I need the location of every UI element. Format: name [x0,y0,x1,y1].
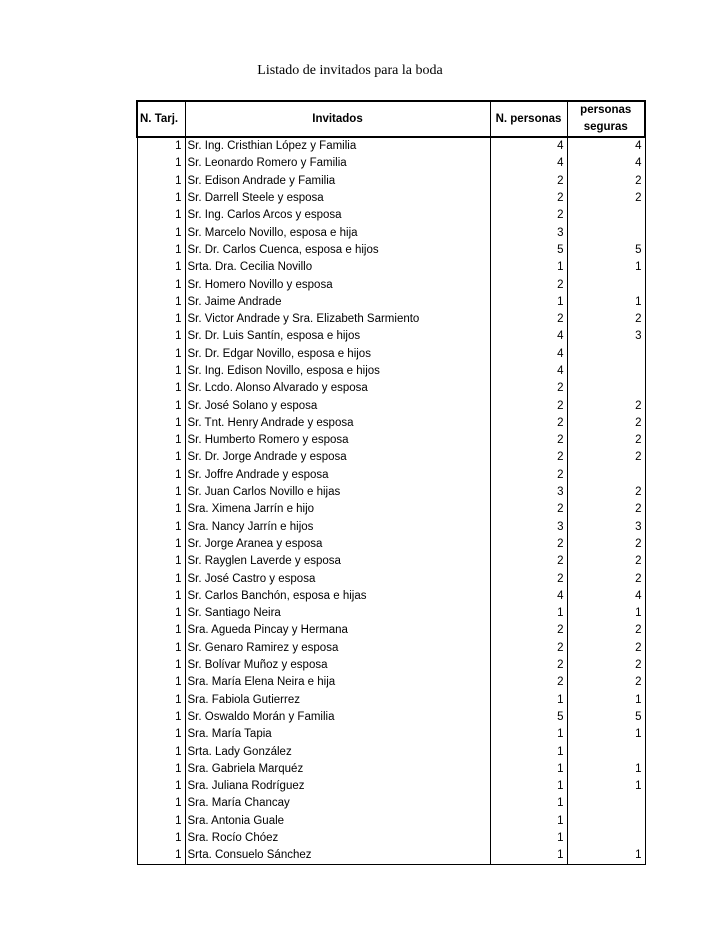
table-row [137,276,645,293]
persons-cell: 2 [490,622,567,639]
table-row [137,830,645,847]
card-number-cell: 1 [137,553,185,570]
header-persons: N. personas [490,101,567,137]
table-row [137,467,645,484]
guest-name-cell: Sr. Homero Novillo y esposa [187,278,333,291]
table-row [137,743,645,760]
card-number-cell: 1 [137,743,185,760]
persons-cell: 1 [490,726,567,743]
guest-name-cell: Sra. Ximena Jarrín e hijo [187,503,315,516]
confirmed-cell: 2 [567,311,645,328]
table-row [137,692,645,709]
confirmed-cell [567,743,645,760]
confirmed-cell: 2 [567,536,645,553]
table-row [137,294,645,311]
confirmed-cell: 1 [567,761,645,778]
table-row [137,380,645,397]
confirmed-cell [567,346,645,363]
card-number-cell: 1 [137,847,185,865]
guest-name-cell: Sr. Genaro Ramirez y esposa [187,641,339,654]
confirmed-cell: 2 [567,570,645,587]
guest-name-cell: Sr. Dr. Luis Santín, esposa e hijos [187,330,361,343]
confirmed-cell: 3 [567,519,645,536]
confirmed-cell: 5 [567,709,645,726]
confirmed-cell: 2 [567,674,645,691]
table-row [137,519,645,536]
header-confirmed-line1: personas [580,104,632,116]
card-number-cell: 1 [137,242,185,259]
guest-name-cell: Sr. Juan Carlos Novillo e hijas [187,486,341,499]
table-row [137,311,645,328]
confirmed-cell: 1 [567,259,645,276]
table-row [137,207,645,224]
card-number-cell: 1 [137,588,185,605]
table-row [137,242,645,259]
persons-cell: 2 [490,311,567,328]
guest-name-cell: Sr. Victor Andrade y Sra. Elizabeth Sarmiento [187,313,420,326]
confirmed-cell: 4 [567,155,645,172]
guest-name-cell: Sr. Dr. Edgar Novillo, esposa e hijos [187,347,371,360]
table-row [137,190,645,207]
persons-cell: 1 [490,692,567,709]
persons-cell: 1 [490,294,567,311]
guest-name-cell: Sra. Nancy Jarrín e hijos [187,520,314,533]
confirmed-cell: 2 [567,553,645,570]
table-row [137,813,645,830]
header-row [137,101,645,137]
card-number-cell: 1 [137,657,185,674]
table-row [137,795,645,812]
persons-cell: 1 [490,847,567,865]
card-number-cell: 1 [137,415,185,432]
table-row [137,224,645,241]
confirmed-cell: 2 [567,501,645,518]
guest-name-cell: Srta. Dra. Cecilia Novillo [187,261,313,274]
guest-name-cell: Sra. María Elena Neira e hija [187,676,336,689]
persons-cell: 1 [490,259,567,276]
guest-name-cell: Sr. Marcelo Novillo, esposa e hija [187,226,358,239]
confirmed-cell [567,363,645,380]
guest-name-cell: Sr. Santiago Neira [187,607,281,620]
persons-cell: 1 [490,795,567,812]
confirmed-cell: 2 [567,622,645,639]
guest-name-cell: Sr. Tnt. Henry Andrade y esposa [187,416,354,429]
guest-name-cell: Sr. Humberto Romero y esposa [187,434,349,447]
guest-name-cell: Sr. Joffre Andrade y esposa [187,468,329,481]
table-row [137,622,645,639]
guest-name-cell: Sr. Ing. Edison Novillo, esposa e hijos [187,365,380,377]
guest-name-cell: Sr. Lcdo. Alonso Alvarado y esposa [187,382,368,395]
card-number-cell: 1 [137,813,185,830]
card-number-cell: 1 [137,259,185,276]
persons-cell: 2 [490,432,567,449]
page-title: Listado de invitados para la boda [257,63,443,78]
persons-cell: 2 [490,501,567,518]
persons-cell: 4 [490,155,567,172]
persons-cell: 1 [490,605,567,622]
persons-cell: 2 [490,467,567,484]
table-row [137,536,645,553]
persons-cell: 1 [490,778,567,795]
confirmed-cell: 2 [567,432,645,449]
card-number-cell: 1 [137,640,185,657]
table-row [137,605,645,622]
confirmed-cell: 2 [567,415,645,432]
table-row [137,259,645,276]
card-number-cell: 1 [137,795,185,812]
table-row [137,847,645,865]
guest-name-cell: Sr. Oswaldo Morán y Familia [187,710,335,723]
confirmed-cell [567,207,645,224]
card-number-cell: 1 [137,709,185,726]
confirmed-cell: 2 [567,484,645,501]
persons-cell: 2 [490,190,567,207]
card-number-cell: 1 [137,692,185,709]
confirmed-cell [567,380,645,397]
confirmed-cell: 1 [567,605,645,622]
table-row [137,328,645,345]
card-number-cell: 1 [137,467,185,484]
table-row [137,553,645,570]
guest-name-cell: Sr. Bolívar Muñoz y esposa [187,659,328,672]
table-row [137,657,645,674]
persons-cell: 1 [490,761,567,778]
card-number-cell: 1 [137,674,185,691]
guest-list-table [136,100,646,865]
table-row [137,726,645,743]
table-row [137,137,645,155]
guest-name-cell: Sra. Rocío Chóez [187,832,279,845]
confirmed-cell: 1 [567,726,645,743]
guest-name-cell: Srta. Lady González [187,745,292,758]
card-number-cell: 1 [137,346,185,363]
confirmed-cell [567,276,645,293]
persons-cell: 2 [490,173,567,190]
guest-name-cell: Sra. Juliana Rodríguez [187,780,305,793]
guest-name-cell: Sra. Agueda Pincay y Hermana [187,624,348,637]
guest-name-cell: Sr. Dr. Carlos Cuenca, esposa e hijos [187,243,379,256]
confirmed-cell: 4 [567,588,645,605]
confirmed-cell [567,795,645,812]
confirmed-cell: 2 [567,657,645,674]
table-row [137,501,645,518]
table-row [137,397,645,414]
persons-cell: 3 [490,484,567,501]
card-number-cell: 1 [137,605,185,622]
persons-cell: 2 [490,449,567,466]
card-number-cell: 1 [137,276,185,293]
guest-name-cell: Sr. Ing. Carlos Arcos y esposa [187,209,342,222]
guest-name-cell: Sr. Carlos Banchón, esposa e hijas [187,589,367,602]
card-number-cell: 1 [137,519,185,536]
persons-cell: 1 [490,830,567,847]
persons-cell: 2 [490,536,567,553]
guest-name-cell: Srta. Consuelo Sánchez [185,847,490,865]
table-row [137,640,645,657]
persons-cell: 3 [490,224,567,241]
card-number-cell: 1 [137,536,185,553]
persons-cell: 2 [490,207,567,224]
guest-name-cell: Sr. Ing. Cristhian López y Familia [187,140,357,153]
persons-cell: 5 [490,709,567,726]
persons-cell: 3 [490,519,567,536]
confirmed-cell: 1 [567,294,645,311]
guest-rows [137,137,645,865]
card-number-cell: 1 [137,432,185,449]
card-number-cell: 1 [137,328,185,345]
confirmed-cell: 5 [567,242,645,259]
guest-name-cell: Sra. Fabiola Gutierrez [187,693,300,706]
persons-cell: 4 [490,137,567,155]
table-row [137,709,645,726]
guest-name-cell: Sr. José Castro y esposa [187,572,316,585]
table-row [137,449,645,466]
confirmed-cell: 1 [567,847,645,865]
confirmed-cell: 3 [567,328,645,345]
table-row [137,363,645,380]
persons-cell: 4 [490,346,567,363]
persons-cell: 2 [490,397,567,414]
persons-cell: 4 [490,363,567,380]
card-number-cell: 1 [137,570,185,587]
table-row [137,432,645,449]
confirmed-cell [567,813,645,830]
persons-cell: 2 [490,570,567,587]
card-number-cell: 1 [137,363,185,380]
guest-name-cell: Sr. Dr. Jorge Andrade y esposa [187,451,347,464]
table-row [137,415,645,432]
card-number-cell: 1 [137,155,185,172]
card-number-cell: 1 [137,190,185,207]
table-row [137,346,645,363]
card-number-cell: 1 [137,761,185,778]
guest-name-cell: Sr. Edison Andrade y Familia [187,174,336,187]
guest-name-cell: Sra. María Chancay [187,797,290,810]
persons-cell: 2 [490,674,567,691]
confirmed-cell: 2 [567,190,645,207]
table-row [137,674,645,691]
persons-cell: 2 [490,657,567,674]
persons-cell: 2 [490,640,567,657]
table-row [137,484,645,501]
guest-name-cell: Sra. María Tapia [187,728,272,741]
card-number-cell: 1 [137,173,185,190]
persons-cell: 4 [490,588,567,605]
table-row [137,155,645,172]
card-number-cell: 1 [137,380,185,397]
guest-name-cell: Sra. Antonia Guale [187,814,285,827]
card-number-cell: 1 [137,778,185,795]
persons-cell: 2 [490,553,567,570]
persons-cell: 1 [490,813,567,830]
table-row [137,588,645,605]
confirmed-cell: 1 [567,778,645,795]
confirmed-cell: 2 [567,397,645,414]
guest-name-cell: Sr. José Solano y esposa [187,399,318,412]
card-number-cell: 1 [137,397,185,414]
persons-cell: 2 [490,276,567,293]
table-row [137,778,645,795]
card-number-cell: 1 [137,622,185,639]
table-row [137,173,645,190]
confirmed-cell [567,467,645,484]
card-number-cell: 1 [137,311,185,328]
guest-name-cell: Sr. Rayglen Laverde y esposa [187,555,341,568]
confirmed-cell [567,830,645,847]
confirmed-cell: 4 [567,137,645,155]
card-number-cell: 1 [137,484,185,501]
persons-cell: 2 [490,415,567,432]
card-number-cell: 1 [137,449,185,466]
persons-cell: 1 [490,743,567,760]
header-guests: Invitados [185,101,490,137]
card-number-cell: 1 [137,207,185,224]
confirmed-cell: 2 [567,173,645,190]
header-confirmed-persons [567,101,645,137]
card-number-cell: 1 [137,294,185,311]
card-number-cell: 1 [137,726,185,743]
table-row [137,570,645,587]
guest-name-cell: Sra. Gabriela Marquéz [187,762,304,775]
table-row [137,761,645,778]
confirmed-cell: 1 [567,692,645,709]
persons-cell: 5 [490,242,567,259]
persons-cell: 4 [490,328,567,345]
card-number-cell: 1 [137,137,185,155]
confirmed-cell: 2 [567,640,645,657]
guest-name-cell: Sr. Darrell Steele y esposa [187,192,324,205]
confirmed-cell: 2 [567,449,645,466]
header-card-number: N. Tarj. [137,101,185,137]
confirmed-cell [567,224,645,241]
guest-name-cell: Sr. Jorge Aranea y esposa [187,537,323,550]
card-number-cell: 1 [137,830,185,847]
persons-cell: 2 [490,380,567,397]
header-confirmed-line2: seguras [583,121,628,133]
card-number-cell: 1 [137,224,185,241]
guest-name-cell: Sr. Leonardo Romero y Familia [187,157,347,170]
card-number-cell: 1 [137,501,185,518]
guest-name-cell: Sr. Jaime Andrade [187,295,282,308]
